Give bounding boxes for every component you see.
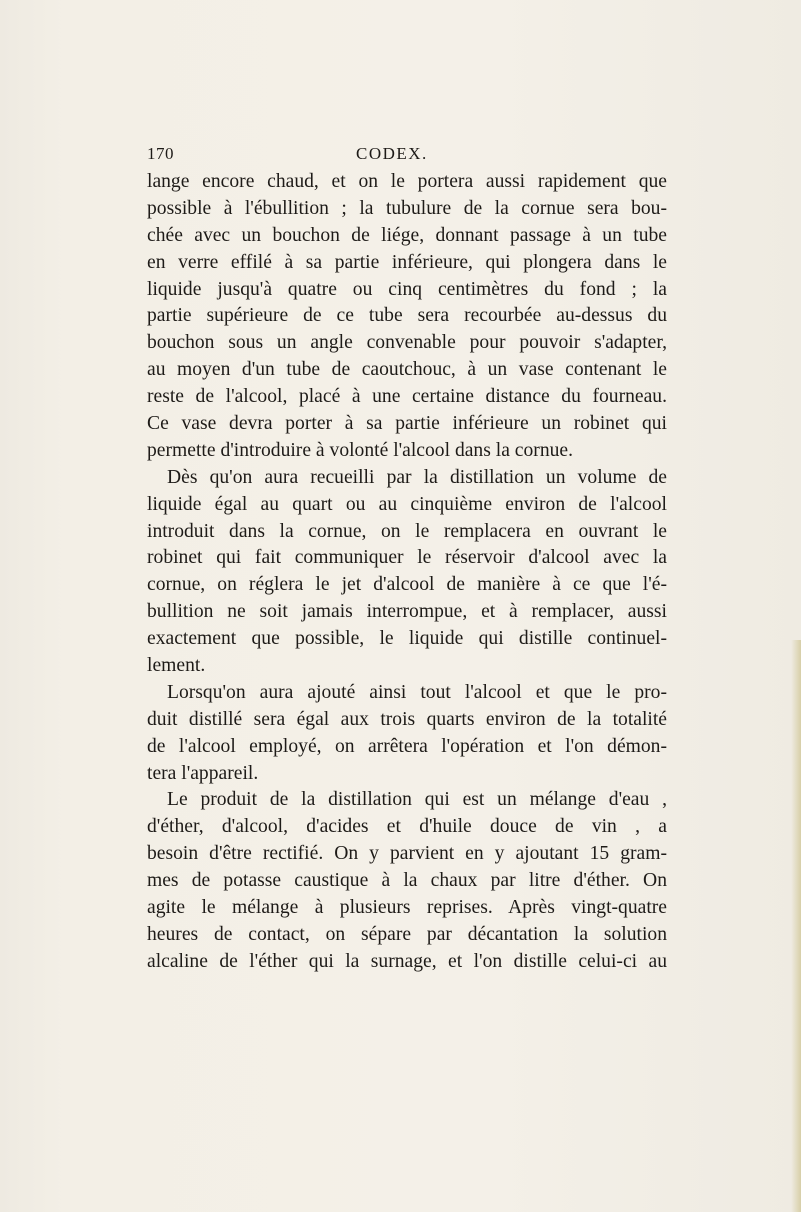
text-line: bouchon sous un angle convenable pour pouvoir s'adapter, (147, 332, 667, 354)
page-edge-shadow (791, 640, 801, 1212)
text-line: permette d'introduire à volonté l'alcool dans la cornue. (147, 439, 574, 461)
text-line: partie supérieure de ce tube sera recourbée au-dessus du (147, 305, 667, 327)
text-line: mes de potasse caustique à la chaux par litre d'éther. On (147, 870, 667, 892)
text-line: robinet qui fait communiquer le réservoir d'alcool avec la (147, 547, 667, 569)
text-line: possible à l'ébullition ; la tubulure de la cornue sera bou- (147, 197, 667, 219)
text-line: alcaline de l'éther qui la surnage, et l'on distille celui-ci au (147, 950, 667, 972)
text-line: bullition ne soit jamais interrompue, et à remplacer, aussi (147, 601, 667, 623)
text-line: d'éther, d'alcool, d'acides et d'huile douce de vin , a (147, 816, 667, 838)
text-line: liquide jusqu'à quatre ou cinq centimètres du fond ; la (147, 278, 667, 300)
text-line: introduit dans la cornue, on le remplacera en ouvrant le (147, 520, 667, 542)
text-line: Ce vase devra porter à sa partie inférieure un robinet qui (147, 413, 667, 435)
text-line: de l'alcool employé, on arrêtera l'opération et l'on démon- (147, 735, 667, 757)
text-line: en verre effilé à sa partie inférieure, qui plongera dans le (147, 251, 667, 273)
text-line: besoin d'être rectifié. On y parvient en y ajoutant 15 gram- (147, 843, 667, 865)
text-line: reste de l'alcool, placé à une certaine distance du fourneau. (147, 386, 667, 408)
text-line: heures de contact, on sépare par décantation la solution (147, 923, 667, 945)
text-line: Dès qu'on aura recueilli par la distillation un volume de (167, 466, 667, 488)
text-line: liquide égal au quart ou au cinquième environ de l'alcool (147, 493, 667, 515)
text-line: Lorsqu'on aura ajouté ainsi tout l'alcool et que le pro- (167, 681, 667, 703)
text-line: lange encore chaud, et on le portera aussi rapidement que (147, 171, 667, 192)
page-number: 170 (147, 144, 174, 163)
text-line: au moyen d'un tube de caoutchouc, à un vase contenant le (147, 359, 667, 381)
text-line: lement. (147, 655, 206, 677)
page-header (147, 144, 667, 168)
text-line: Le produit de la distillation qui est un mélange d'eau , (167, 789, 667, 811)
text-line: duit distillé sera égal aux trois quarts environ de la totalité (147, 708, 667, 730)
text-line: cornue, on réglera le jet d'alcool de manière à ce que l'é- (147, 574, 667, 596)
text-line: agite le mélange à plusieurs reprises. Après vingt-quatre (147, 897, 667, 919)
text-line: chée avec un bouchon de liége, donnant passage à un tube (147, 224, 667, 246)
text-line: tera l'appareil. (147, 762, 259, 784)
running-title: CODEX. (356, 144, 428, 163)
text-line: exactement que possible, le liquide qui distille continuel- (147, 628, 667, 650)
body-text (147, 169, 667, 976)
